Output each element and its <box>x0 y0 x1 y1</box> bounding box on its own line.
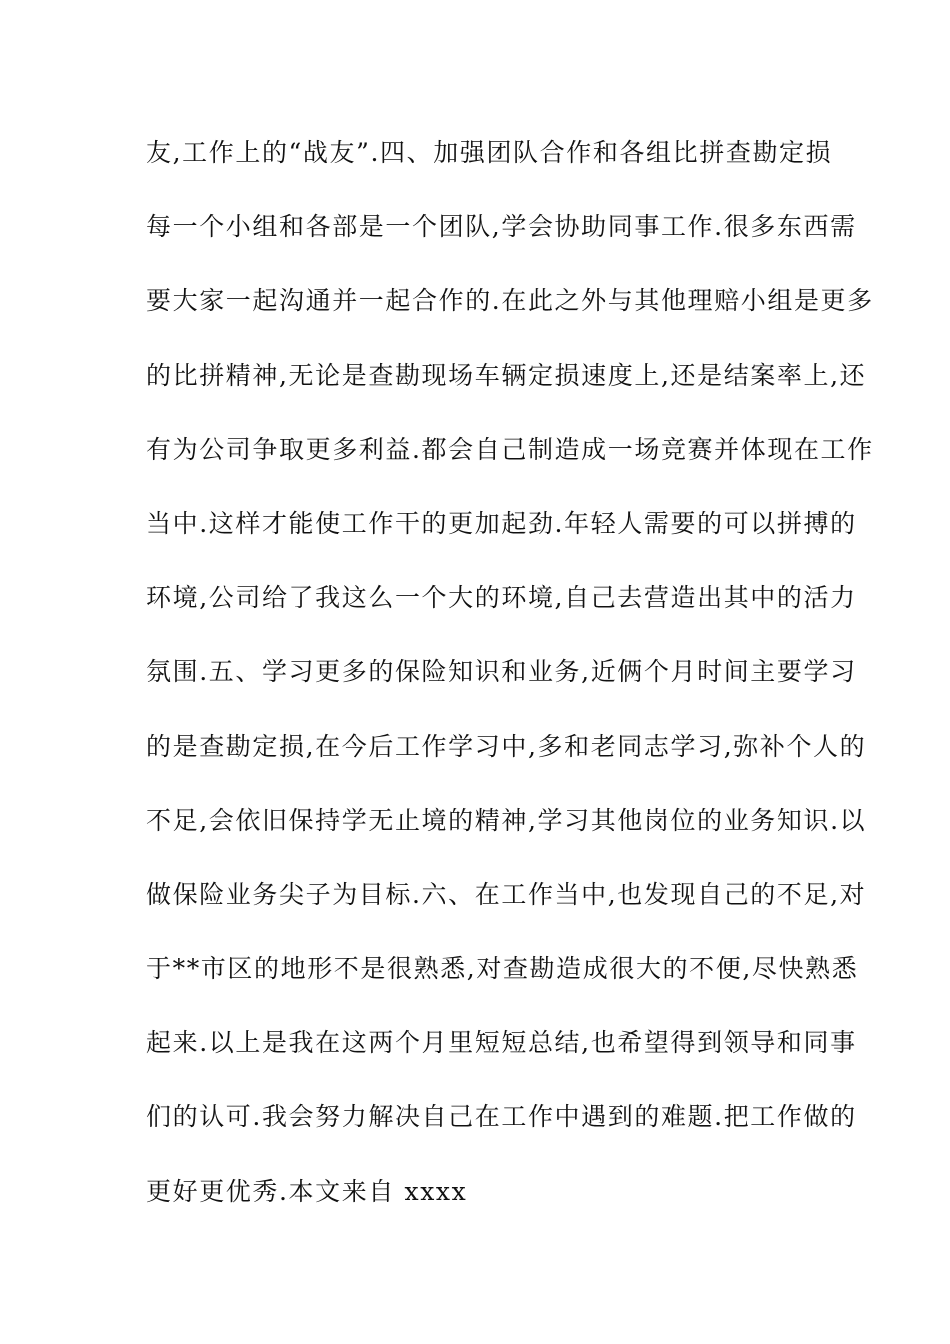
text-line: 们的认可.我会努力解决自己在工作中遇到的难题.把工作做的 <box>146 1102 857 1132</box>
text-line: 每一个小组和各部是一个团队,学会协助同事工作.很多东西需 <box>146 212 857 242</box>
text-line: 环境,公司给了我这么一个大的环境,自己去营造出其中的活力 <box>146 583 857 613</box>
text-line: 的比拼精神,无论是查勘现场车辆定损速度上,还是结案率上,还 <box>146 360 867 390</box>
text-line: 起来.以上是我在这两个月里短短总结,也希望得到领导和同事 <box>146 1028 857 1058</box>
text-line: 氛围.五、学习更多的保险知识和业务,近俩个月时间主要学习 <box>146 657 857 687</box>
body-text <box>146 128 874 1241</box>
text-line: 友,工作上的“战友”.四、加强团队合作和各组比拼查勘定损 <box>146 138 833 167</box>
text-line: 不足,会依旧保持学无止境的精神,学习其他岗位的业务知识.以 <box>146 805 867 835</box>
text-line: 于**市区的地形不是很熟悉,对查勘造成很大的不便,尽快熟悉 <box>146 954 859 984</box>
text-line: 有为公司争取更多利益.都会自己制造成一场竞赛并体现在工作 <box>146 434 874 464</box>
text-line: 要大家一起沟通并一起合作的.在此之外与其他理赔小组是更多 <box>146 286 874 316</box>
text-line: 更好更优秀.本文来自 xxxx <box>146 1176 468 1206</box>
text-line: 做保险业务尖子为目标.六、在工作当中,也发现自己的不足,对 <box>146 879 867 909</box>
text-line: 的是查勘定损,在今后工作学习中,多和老同志学习,弥补个人的 <box>146 731 867 761</box>
text-line: 当中.这样才能使工作干的更加起劲.年轻人需要的可以拼搏的 <box>146 508 857 538</box>
